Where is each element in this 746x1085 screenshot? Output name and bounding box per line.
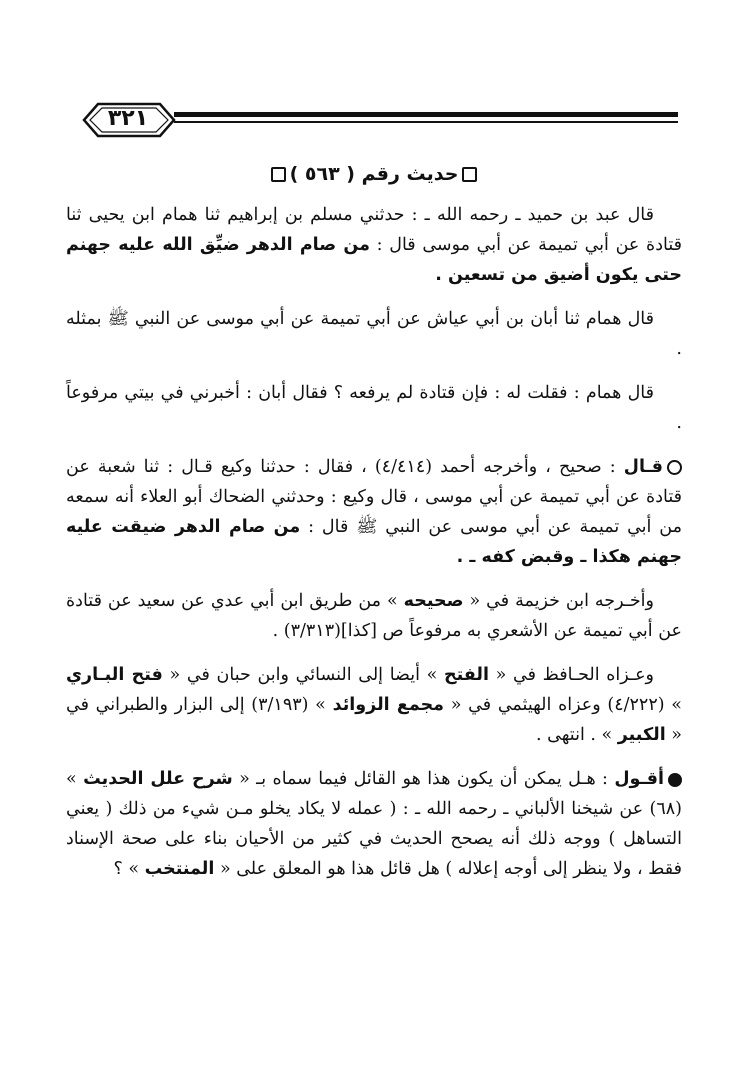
p5-book-title: صحيحه: [403, 591, 464, 611]
paragraph-2: [66, 304, 682, 364]
p4-hadith-text: من صام الدهر ضيقت عليه جهنم هكذا ـ وقبض كفه ـ .: [66, 517, 682, 567]
p5-text-a: وأخـرجه ابن خزيمة في «: [469, 591, 654, 611]
page-number-frame-icon: [78, 98, 678, 142]
p5-text-b: » من طريق ابن أبي عدي عن سعيد عن قتادة عن أبي تميمة عن الأشعري به مرفوعاً ص [كذا](٣/٣١٣) .: [66, 591, 682, 641]
paragraph-7: [66, 764, 682, 884]
p6-text-d: » (٣/١٩٣) إلى البزار والطبراني في «: [66, 695, 682, 745]
page-body: [66, 160, 682, 898]
paragraph-5: [66, 586, 682, 646]
p7-book-title-1: شرح علل الحديث: [83, 769, 233, 789]
p7-text-b: » (٦٨) عن شيخنا الألباني ـ رحمه الله ـ : ( عمله لا يكاد يخلو مـن شيء من ذلك ( يعني التساهل ) ووجه ذلك أنه يصحح الحديث في كثير من الأحيان بناء على صحة الإسناد فقط ، ولا ينظر إلى أوجه إعلاله ) هل قائل هذا هو المعلق على «: [66, 769, 682, 879]
p6-book-title-2: فتح البـاري: [66, 665, 163, 685]
p4-label: قـال: [623, 457, 663, 477]
p6-book-title-3: مجمع الزوائد: [332, 695, 445, 715]
p2-text: قال همام ثنا أبان بن أبي عياش عن أبي تميمة عن أبي موسى عن النبي ﷺ بمثله .: [66, 309, 682, 359]
p6-text-b: » أيضا إلى النسائي وابن حبان في «: [169, 665, 438, 685]
page-header: [78, 98, 678, 142]
paragraph-3: [66, 378, 682, 438]
p6-text-c: » (٤/٢٢٢) وعزاه الهيثمي في «: [450, 695, 682, 715]
hadith-title-text: حديث رقم ( ٥٦٣ ): [289, 163, 459, 185]
p7-book-title-2: المنتخب: [144, 859, 215, 879]
p1-hadith-text: من صام الدهر ضيِّق الله عليه جهنم حتى يكون أضيق من تسعين .: [66, 235, 682, 285]
open-circle-icon: [667, 460, 682, 475]
p3-text: قال همام : فقلت له : فإن قتادة لم يرفعه ؟ فقال أبان : أخبرني في بيتي مرفوعاً .: [66, 383, 682, 433]
paragraph-4: [66, 452, 682, 572]
p6-book-title-4: الكبير: [617, 725, 666, 745]
p7-text-c: » ؟: [113, 859, 140, 879]
hadith-title: [66, 160, 682, 188]
p6-text-a: وعـزاه الحـافظ في «: [495, 665, 654, 685]
p7-text-a: : هـل يمكن أن يكون هذا هو القائل فيما سماه بـ «: [239, 769, 608, 789]
p7-label: أقـول: [614, 769, 664, 789]
paragraph-6: [66, 660, 682, 750]
p6-book-title-1: الفتح: [444, 665, 489, 685]
page-number: ٣٢١: [107, 106, 149, 131]
p4-text: : صحيح ، وأخرجه أحمد (٤/٤١٤) ، فقال : حدثنا وكيع قـال : ثنا شعبة عن قتادة عن أبي تميمة عن أبي موسى ، قال وكيع : وحدثني الضحاك أبو العلاء أنه سمعه من أبي تميمة عن أبي موسى عن النبي ﷺ قال :: [66, 457, 682, 537]
paragraph-1: [66, 200, 682, 290]
box-icon: [462, 167, 477, 182]
p6-text-e: » . انتهى .: [536, 725, 613, 745]
filled-circle-icon: [668, 773, 682, 787]
box-icon: [271, 167, 286, 182]
p1-text: قال عبد بن حميد ـ رحمه الله ـ : حدثني مسلم بن إبراهيم ثنا همام ابن يحيى ثنا قتادة عن أبي تميمة عن أبي موسى قال :: [66, 205, 682, 255]
